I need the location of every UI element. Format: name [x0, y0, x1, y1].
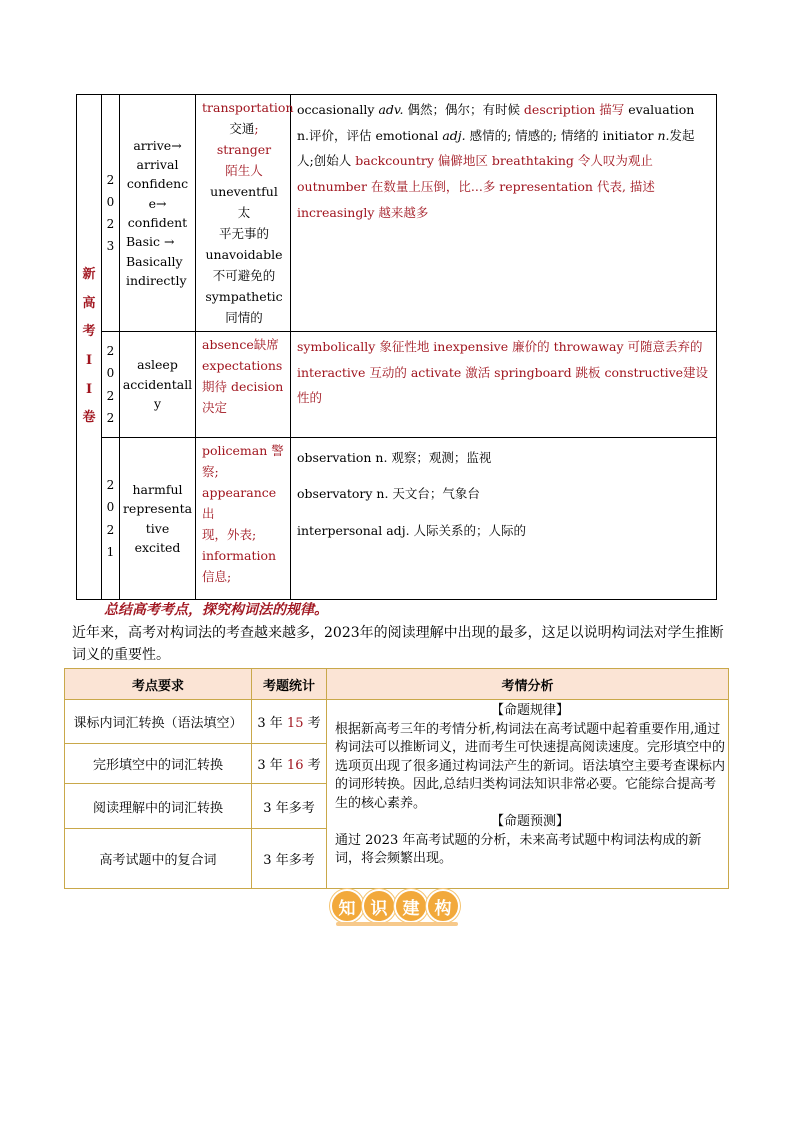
vocab-run: 描写 [595, 102, 629, 117]
more-vocab-2022: symbolically 象征性地 inexpensive 廉价的 throwaway 可随意丢弃的 interactive 互动的 activate 激活 springboard 跳板 constructive建设性的 [291, 332, 717, 438]
badge-underline [336, 922, 458, 926]
statistics-cell: 3 年 16 考 [252, 744, 327, 784]
vocab-run: 创始人 [313, 153, 356, 169]
vocab-run: evaluation n. [297, 102, 695, 143]
derivation-list-2022: asleep accidentall y [120, 332, 196, 438]
summary-heading: 总结高考考点，探究构词法的规律。 [104, 602, 328, 618]
vocab-cell-2022: absence缺席 expectations 期待 decision 决定 [196, 332, 291, 438]
requirement-cell: 完形填空中的词汇转换 [65, 744, 252, 784]
more-vocab-2023 [291, 95, 717, 332]
vocab-run: 数量上压倒，比...多 representation 代表, 描述 increasingly 越来越多 [297, 178, 655, 220]
vocab-run: occasionally [297, 102, 379, 117]
exam-side-label: 新 高 考 I I 卷 [77, 95, 102, 600]
exam-analysis-table [64, 668, 729, 889]
analysis-cell [327, 700, 729, 889]
badge-char: 建 [394, 889, 428, 923]
vocab-run: adj. [442, 127, 466, 143]
requirement-cell: 阅读理解中的词汇转换 [65, 784, 252, 829]
vocab-run: description [523, 102, 596, 117]
vocab-run: 评价，评估 emotional [309, 127, 443, 143]
derivation-list-2021: harmful representa tive excited [120, 438, 196, 600]
vocab-run: backcountry 偏僻地区 breathtaking 令人叹为观止 outnumber 在 [297, 153, 653, 194]
badge-char: 识 [362, 889, 396, 923]
statistics-cell: 3 年多考 [252, 784, 327, 829]
vocab-run: 感情的; 情感的; 情绪的 initiator [465, 127, 658, 143]
header-statistics: 考题统计 [252, 669, 327, 700]
analysis-body-rules: 根据新高考三年的考情分析,构词法在高考试题中起着重要作用,通过构词法可以推断词义，进而考生可快速提高阅读速度。完形填空中的选项页出现了很多通过构词法产生的新词。语法填空主要考查课标内的词形转换。因此,总结归类构词法知识非常必要。它能综合提高考生的核心素养。 [335, 721, 726, 811]
header-analysis: 考情分析 [327, 669, 729, 700]
vocab-run: 偶然；偶尔；有时候 [403, 102, 524, 117]
derivation-list-2023: arrive→ arrival confidenc e→ confident Basic → Basically indirectly [120, 95, 196, 332]
vocab-cell-2021: policeman 警 察; appearance出 现，外表; information 信息; [196, 438, 291, 600]
badge-char: 构 [426, 889, 460, 923]
analysis-title-rules: 【命题规律】 [490, 703, 569, 718]
requirement-cell: 课标内词汇转换（语法填空） [65, 700, 252, 744]
analysis-title-forecast: 【命题预测】 [490, 814, 569, 829]
year-cell-2021: 2 0 2 1 [102, 438, 120, 600]
header-requirement: 考点要求 [65, 669, 252, 700]
badge-char: 知 [330, 889, 364, 923]
statistics-cell: 3 年多考 [252, 829, 327, 889]
vocabulary-table [76, 94, 717, 600]
vocab-run: 发起人; [297, 127, 695, 169]
intro-paragraph: 近年来，高考对构词法的考查越来越多，2023年的阅读理解中出现的最多，这足以说明构词法对学生推断词义的重要性。 [72, 625, 724, 663]
vocab-run: adv. [378, 102, 404, 117]
year-cell-2022: 2 0 2 2 [102, 332, 120, 438]
vocab-run: n. [657, 127, 670, 143]
year-cell-2023: 2 0 2 3 [102, 95, 120, 332]
requirement-cell: 高考试题中的复合词 [65, 829, 252, 889]
vocab-cell-2023: transportation 交通; stranger 陌生人 uneventful 太 平无事的 unavoidable 不可避免的 sympathetic 同情的 [196, 95, 291, 332]
more-vocab-2021: observation n. 观察；观测；监视 observatory n. 天文台；气象台 interpersonal adj. 人际关系的；人际的 [291, 438, 717, 600]
statistics-cell: 3 年 15 考 [252, 700, 327, 744]
knowledge-building-badge [330, 889, 458, 923]
analysis-body-forecast: 通过 2023 年高考试题的分析，未来高考试题中构词法构成的新词，将会频繁出现。 [335, 832, 702, 866]
